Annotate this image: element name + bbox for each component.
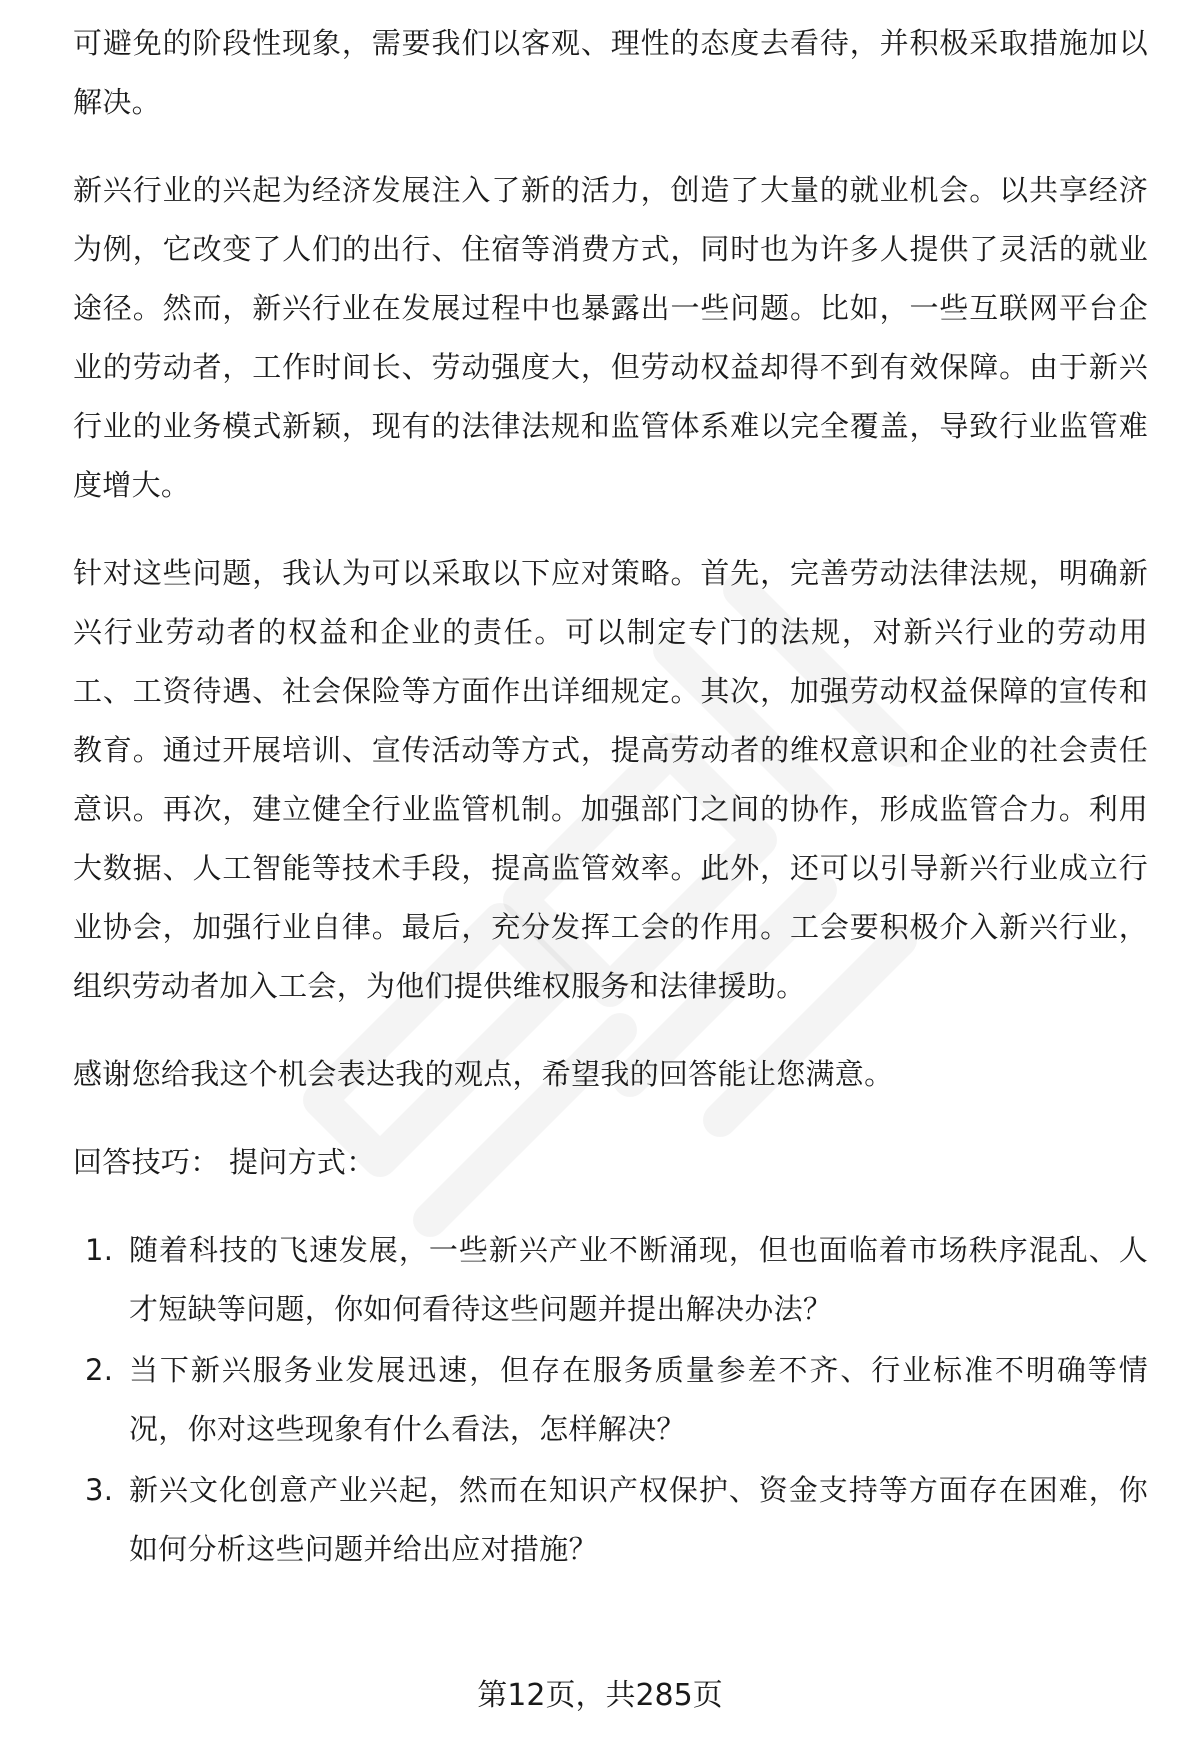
list-text: 新兴文化创意产业兴起，然而在知识产权保护、资金支持等方面存在困难，你如何分析这些问题并给出应对措施？: [129, 1473, 1148, 1566]
list-number: 1.: [85, 1233, 114, 1267]
paragraph: 新兴行业的兴起为经济发展注入了新的活力，创造了大量的就业机会。以共享经济为例，它改变了人们的出行、住宿等消费方式，同时也为许多人提供了灵活的就业途径。然而，新兴行业在发展过程中也暴露出一些问题。比如，一些互联网平台企业的劳动者，工作时间长、劳动强度大，但劳动权益却得不到有效保障。由于新兴行业的业务模式新颖，现有的法律法规和监管体系难以完全覆盖，导致行业监管难度增大。: [73, 173, 1148, 502]
list-number: 3.: [85, 1473, 114, 1507]
list-item: [73, 1221, 1148, 1339]
paragraph: 可避免的阶段性现象，需要我们以客观、理性的态度去看待，并积极采取措施加以解决。: [73, 26, 1148, 119]
list-item: [73, 1341, 1148, 1459]
document-body: [73, 14, 1148, 1581]
list-text: 当下新兴服务业发展迅速，但存在服务质量参差不齐、行业标准不明确等情况，你对这些现象有什么看法，怎样解决？: [129, 1353, 1148, 1446]
list-item: [73, 1461, 1148, 1579]
list-text: 随着科技的飞速发展，一些新兴产业不断涌现，但也面临着市场秩序混乱、人才短缺等问题，你如何看待这些问题并提出解决办法？: [129, 1233, 1148, 1326]
list-number: 2.: [85, 1353, 114, 1387]
paragraph: 针对这些问题，我认为可以采取以下应对策略。首先，完善劳动法律法规，明确新兴行业劳动者的权益和企业的责任。可以制定专门的法规，对新兴行业的劳动用工、工资待遇、社会保险等方面作出详细规定。其次，加强劳动权益保障的宣传和教育。通过开展培训、宣传活动等方式，提高劳动者的维权意识和企业的社会责任意识。再次，建立健全行业监管机制。加强部门之间的协作，形成监管合力。利用大数据、人工智能等技术手段，提高监管效率。此外，还可以引导新兴行业成立行业协会，加强行业自律。最后，充分发挥工会的作用。工会要积极介入新兴行业，组织劳动者加入工会，为他们提供维权服务和法律援助。: [73, 556, 1148, 1003]
question-list: [73, 1221, 1148, 1579]
page-number: 第12页，共285页: [477, 1678, 723, 1713]
tips-heading: 回答技巧： 提问方式：: [73, 1145, 376, 1179]
paragraph: 感谢您给我这个机会表达我的观点，希望我的回答能让您满意。: [73, 1057, 894, 1091]
